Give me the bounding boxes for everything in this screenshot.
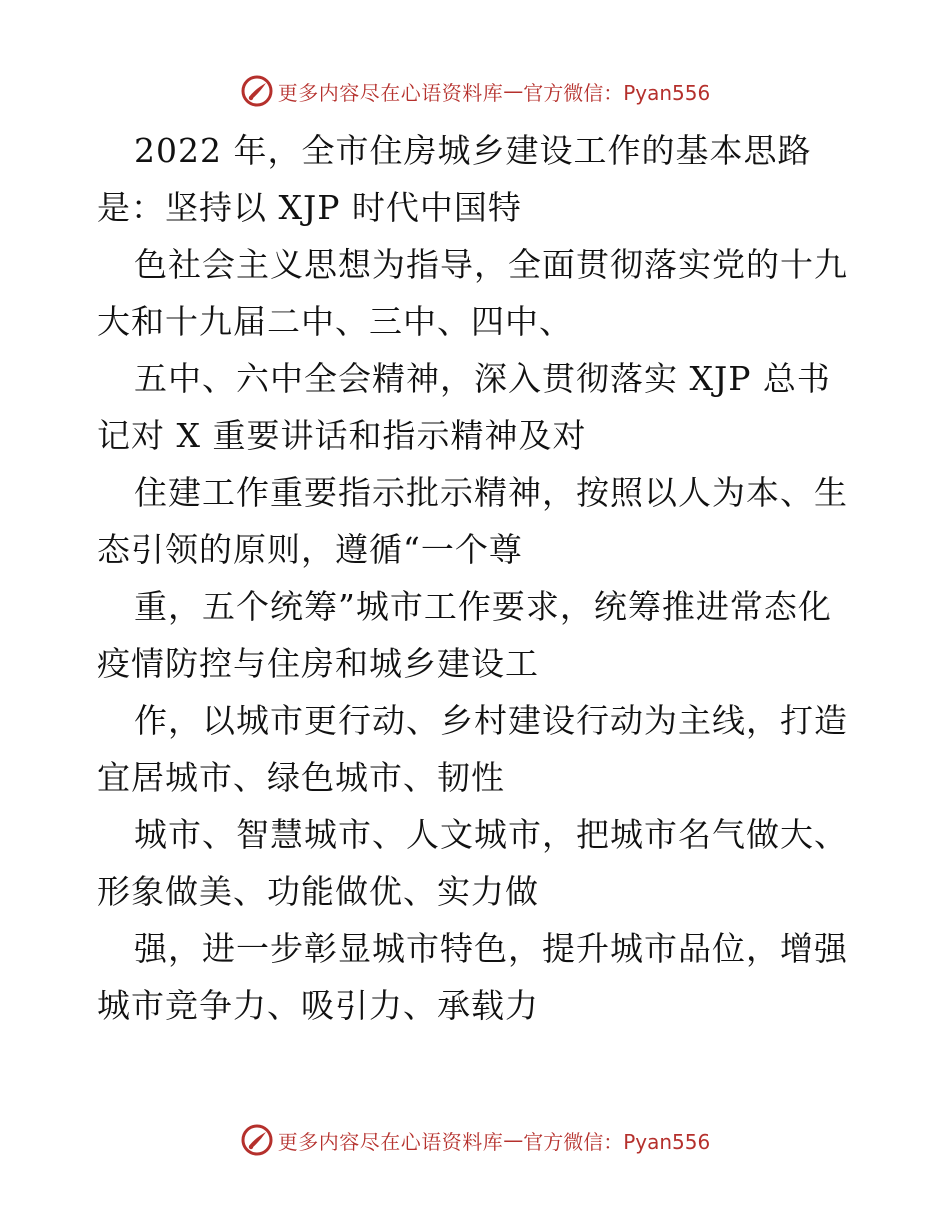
banner-contact: 官方微信：Pyan556 — [523, 80, 711, 105]
footer-banner — [0, 1120, 950, 1160]
banner-contact: 官方微信：Pyan556 — [523, 1129, 711, 1154]
banner-separator: — — [503, 79, 524, 103]
text-line: 形象做美、功能做优、实力做 — [97, 872, 539, 911]
text-line: 作，以城市更行动、乡村建设行动为主线，打造 — [134, 701, 848, 740]
text-line: 大和十九届二中、三中、四中、 — [97, 302, 573, 341]
text-line: 五中、六中全会精神，深入贯彻落实 XJP 总书 — [134, 359, 831, 398]
header-banner — [0, 71, 950, 111]
text-line: 记对 X 重要讲话和指示精神及对 — [97, 416, 587, 455]
body-text — [97, 122, 857, 1034]
text-line: 强，进一步彰显城市特色，提升城市品位，增强 — [134, 929, 848, 968]
text-line: 重，五个统筹”城市工作要求，统筹推进常态化 — [134, 587, 832, 626]
text-line: 城市竞争力、吸引力、承载力 — [97, 986, 539, 1025]
text-line: 态引领的原则，遵循“一个尊 — [97, 530, 523, 569]
brush-logo-icon — [240, 74, 274, 108]
text-line: 疫情防控与住房和城乡建设工 — [97, 644, 539, 683]
text-line: 2022 年，全市住房城乡建设工作的基本思路 — [134, 131, 812, 170]
text-line: 是：坚持以 XJP 时代中国特 — [97, 188, 522, 227]
banner-title: 更多内容尽在心语资料库 — [277, 1129, 504, 1154]
text-line: 城市、智慧城市、人文城市，把城市名气做大、 — [134, 815, 848, 854]
text-line: 宜居城市、绿色城市、韧性 — [97, 758, 505, 797]
brush-logo-icon — [240, 1123, 274, 1157]
text-line: 色社会主义思想为指导，全面贯彻落实党的十九 — [134, 245, 848, 284]
banner-title: 更多内容尽在心语资料库 — [277, 80, 504, 105]
banner-separator: — — [503, 1128, 524, 1152]
text-line: 住建工作重要指示批示精神，按照以人为本、生 — [134, 473, 848, 512]
